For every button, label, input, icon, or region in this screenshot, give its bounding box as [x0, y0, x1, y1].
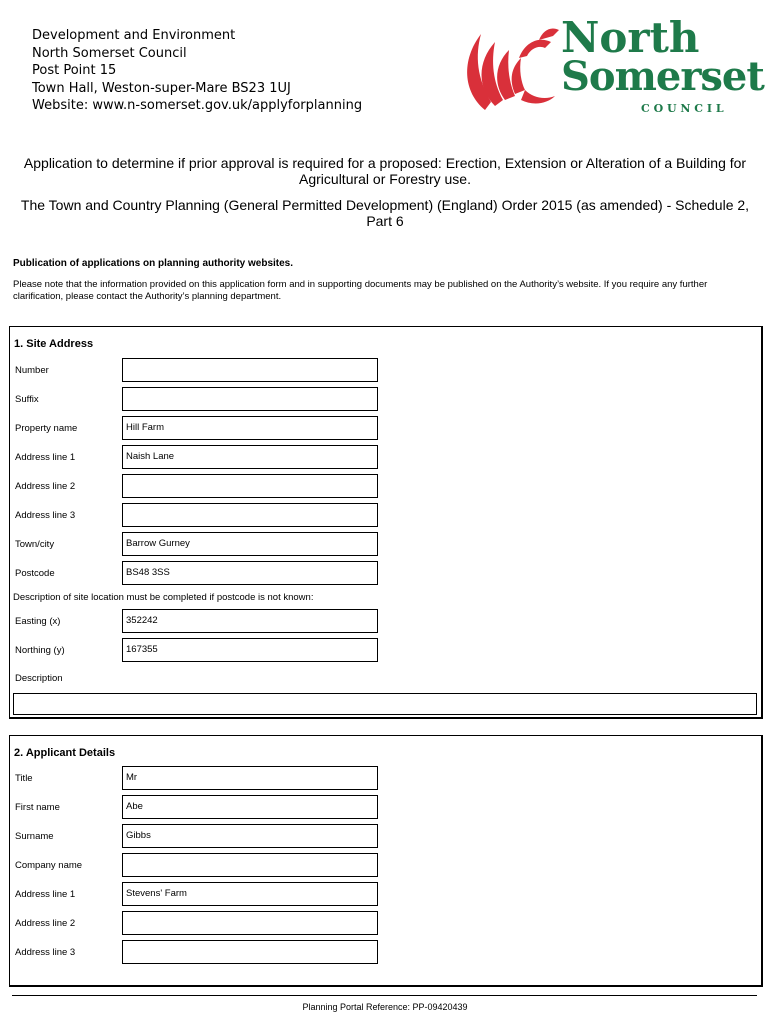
- applicant-details-section: [9, 735, 763, 987]
- planning-portal-reference: Planning Portal Reference: PP-09420439: [302, 1002, 468, 1012]
- address-line: Town Hall, Weston-super-Mare BS23 1UJ: [32, 80, 291, 96]
- form-row: [10, 882, 410, 908]
- form-row: [10, 766, 410, 792]
- form-row: [10, 940, 410, 966]
- section-heading: 1. Site Address: [14, 338, 94, 350]
- field-label: Postcode: [15, 568, 55, 579]
- logo-text-north: North: [561, 13, 700, 62]
- address-line: Development and Environment: [32, 28, 236, 43]
- form-title: Application to determine if prior approval is required for a proposed: Erection, Extension or Alteration of a Building for Agricultural or Forestry use.: [23, 155, 747, 187]
- publication-note: Please note that the information provided on this application form and in supporting documents may be published on the Authority’s website. If you require any further clarification, please contact the Authority’s planning department.: [13, 279, 708, 302]
- form-row: [10, 532, 410, 558]
- form-row: [10, 358, 410, 384]
- logo-text-somerset: Somerset: [561, 53, 764, 100]
- address-line-1-field[interactable]: Naish Lane: [122, 445, 378, 469]
- field-label: Address line 2: [15, 481, 76, 492]
- form-row: [10, 609, 410, 635]
- field-label: Northing (y): [15, 645, 65, 656]
- company-name-field[interactable]: [122, 853, 378, 877]
- field-label: Property name: [15, 423, 78, 434]
- form-legislation: The Town and Country Planning (General Permitted Development) (England) Order 2015 (as amended) - Schedule 2, Part 6: [20, 197, 750, 229]
- north-somerset-logo: [455, 12, 764, 122]
- description-label: Description: [15, 673, 63, 684]
- form-row: [10, 416, 410, 442]
- field-label: Company name: [15, 860, 83, 871]
- field-label: Title: [15, 773, 33, 784]
- address-line-2-field[interactable]: [122, 474, 378, 498]
- field-label: Surname: [15, 831, 54, 842]
- field-label: First name: [15, 802, 60, 813]
- field-label: Address line 2: [15, 918, 76, 929]
- suffix-field[interactable]: [122, 387, 378, 411]
- field-label: Address line 1: [15, 889, 76, 900]
- location-note: Description of site location must be completed if postcode is not known:: [13, 592, 314, 603]
- address-line: Website: www.n-somerset.gov.uk/applyforplanning: [32, 98, 363, 113]
- field-label: Address line 1: [15, 452, 76, 463]
- applicant-address-line-1-field[interactable]: Stevens' Farm: [122, 882, 378, 906]
- form-row: [10, 853, 410, 879]
- footer-divider: [12, 995, 757, 996]
- form-row: [10, 387, 410, 413]
- property-name-field[interactable]: Hill Farm: [122, 416, 378, 440]
- form-row: [10, 561, 410, 587]
- first-name-field[interactable]: Abe: [122, 795, 378, 819]
- applicant-address-line-3-field[interactable]: [122, 940, 378, 964]
- publication-heading: Publication of applications on planning authority websites.: [13, 258, 294, 269]
- form-row: [10, 638, 410, 664]
- northing-field[interactable]: 167355: [122, 638, 378, 662]
- council-address-block: [32, 27, 362, 115]
- address-line: Post Point 15: [32, 63, 117, 78]
- field-label: Number: [15, 365, 49, 376]
- title-field[interactable]: Mr: [122, 766, 378, 790]
- easting-field[interactable]: 352242: [122, 609, 378, 633]
- town-city-field[interactable]: Barrow Gurney: [122, 532, 378, 556]
- field-label: Easting (x): [15, 616, 61, 627]
- address-line-3-field[interactable]: [122, 503, 378, 527]
- applicant-address-line-2-field[interactable]: [122, 911, 378, 935]
- form-row: [10, 911, 410, 937]
- site-address-section: [9, 326, 763, 719]
- field-label: Town/city: [15, 539, 55, 550]
- form-row: [10, 795, 410, 821]
- number-field[interactable]: [122, 358, 378, 382]
- description-field[interactable]: [13, 693, 757, 715]
- field-label: Address line 3: [15, 947, 76, 958]
- form-row: [10, 474, 410, 500]
- form-row: [10, 503, 410, 529]
- field-label: Address line 3: [15, 510, 76, 521]
- postcode-field[interactable]: BS48 3SS: [122, 561, 378, 585]
- section-heading: 2. Applicant Details: [14, 747, 116, 759]
- surname-field[interactable]: Gibbs: [122, 824, 378, 848]
- address-line: North Somerset Council: [32, 45, 187, 61]
- form-row: [10, 824, 410, 850]
- form-row: [10, 445, 410, 471]
- field-label: Suffix: [15, 394, 39, 405]
- logo-text-council: C O U N C I L: [641, 102, 724, 115]
